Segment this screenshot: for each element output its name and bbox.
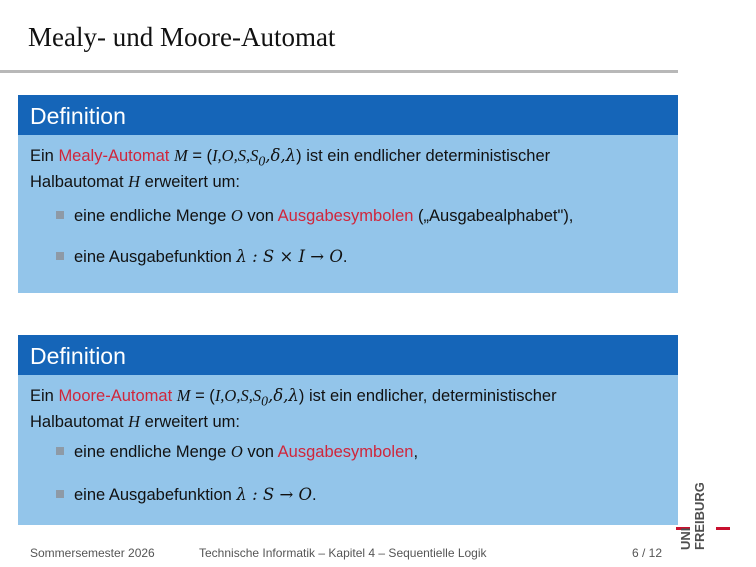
university-logo: [674, 478, 734, 558]
definition-box-mealy: [18, 95, 678, 293]
footer-semester: Sommersemester 2026: [30, 546, 155, 560]
logo-red-bar: [716, 527, 730, 530]
definition-list: [30, 441, 664, 506]
definition-header: Definition: [18, 95, 678, 135]
bullet-square-icon: [56, 252, 64, 260]
bullet-square-icon: [56, 490, 64, 498]
term-mealy-automat: Mealy-Automat: [58, 147, 170, 165]
bullet-square-icon: [56, 447, 64, 455]
bullet-square-icon: [56, 211, 64, 219]
list-item: eine Ausgabefunktion λ : S × I → O.: [30, 246, 664, 268]
list-item: eine Ausgabefunktion λ : S → O.: [30, 484, 664, 506]
definition-intro-line2: Halbautomat H erweitert um:: [30, 172, 241, 192]
definition-body: [18, 375, 678, 506]
footer-page-number: 6 / 12: [632, 546, 663, 560]
term-moore-automat: Moore-Automat: [58, 387, 173, 405]
definition-list: [30, 205, 664, 268]
logo-text-uni: UNI: [678, 527, 693, 550]
page-title: Mealy- und Moore-Automat: [28, 22, 336, 52]
definition-body: [18, 135, 678, 268]
definition-box-moore: [18, 335, 678, 525]
list-item: eine endliche Menge O von Ausgabesymbolen,: [30, 441, 664, 463]
term-ausgabesymbole: Ausgabesymbolen: [277, 443, 414, 462]
term-ausgabesymbole: Ausgabesymbolen: [277, 207, 414, 226]
definition-intro-line2: Halbautomat H erweitert um:: [30, 412, 241, 432]
definition-intro: Ein Mealy-Automat $M = (I,O,S,S_0,\delta,\lambda)$ ist ein endlicher deterministischer: [30, 146, 551, 169]
definition-header: Definition: [18, 335, 678, 375]
title-divider: [0, 70, 678, 73]
definition-intro: Ein Moore-Automat $M = (I,O,S,S_0,\delta,\lambda)$ ist ein endlicher, deterministischer: [30, 386, 557, 409]
logo-text-freiburg: FREIBURG: [692, 482, 707, 550]
footer-course: Technische Informatik – Kapitel 4 – Sequentielle Logik: [199, 546, 487, 560]
list-item: eine endliche Menge O von Ausgabesymbolen („Ausgabealphabet"),: [30, 205, 664, 227]
